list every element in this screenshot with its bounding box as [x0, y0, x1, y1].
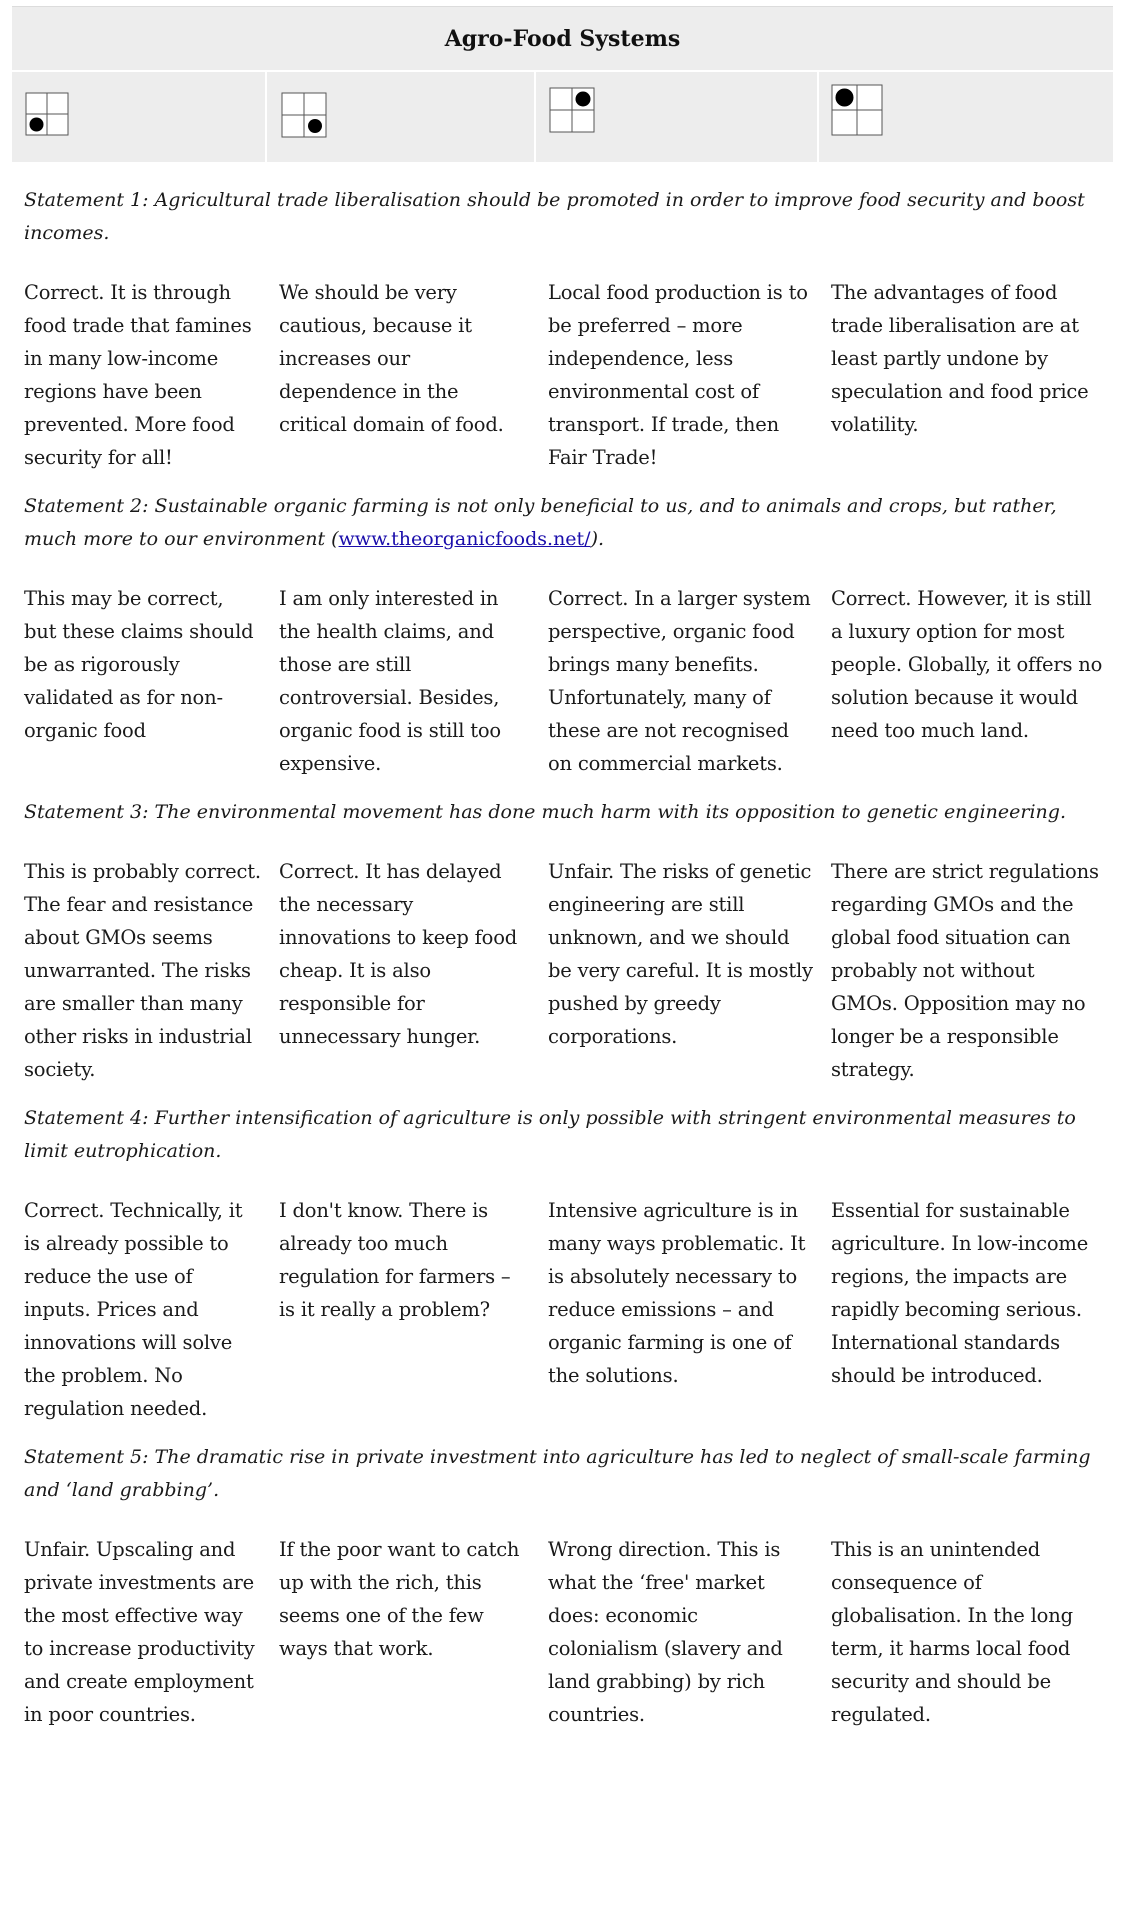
statement-text-main: Statement 2: Sustainable organic farming is not only beneficial to us, and to animals and crops, but rather, much more to our environment (: [24, 495, 1057, 550]
statement-text: Statement 3: The environmental movement has done much harm with its opposition to genetic engineering.: [24, 801, 1066, 823]
answer-cell: Local food production is to be preferred – more independence, less environmental cost of transport. If trade, then Fair Trade!: [548, 281, 808, 469]
grid-dot-bottom-right-icon: [281, 92, 327, 138]
statement-block-4: [12, 1102, 1113, 1425]
organic-foods-link[interactable]: www.theorganicfoods.net/: [338, 528, 591, 550]
answer-cell: Unfair. Upscaling and private investments are the most effective way to increase productivity and create employment in poor countries.: [24, 1538, 255, 1726]
answer-cell: The advantages of food trade liberalisation are at least partly undone by speculation and food price volatility.: [831, 281, 1089, 436]
answers-row: [12, 582, 1113, 780]
grid-dot-bottom-left-icon: [25, 92, 69, 136]
icon-cell-2: [267, 72, 536, 162]
icon-cell-1: [12, 72, 267, 162]
answer-cell: If the poor want to catch up with the rich, this seems one of the few ways that work.: [279, 1538, 520, 1660]
statement-text: Statement 1: Agricultural trade liberalisation should be promoted in order to improve food security and boost incomes.: [24, 189, 1085, 244]
answer-cell: Correct. In a larger system perspective, organic food brings many benefits. Unfortunately, many of these are not recognised on commercial markets.: [548, 587, 811, 775]
answer-cell: We should be very cautious, because it increases our dependence in the critical domain of food.: [279, 281, 504, 436]
answer-cell: There are strict regulations regarding GMOs and the global food situation can probably not without GMOs. Opposition may no longer be a responsible strategy.: [831, 860, 1099, 1081]
statement-block-1: [12, 184, 1113, 474]
answer-cell: This is probably correct. The fear and resistance about GMOs seems unwarranted. The risks are smaller than many other risks in industrial society.: [24, 860, 261, 1081]
answer-cell: Correct. However, it is still a luxury option for most people. Globally, it offers no solution because it would need too much land.: [831, 587, 1103, 742]
answer-cell: Intensive agriculture is in many ways problematic. It is absolutely necessary to reduce emissions – and organic farming is one of the solutions.: [548, 1199, 806, 1387]
answer-cell: Unfair. The risks of genetic engineering are still unknown, and we should be very careful. It is mostly pushed by greedy corporations.: [548, 860, 813, 1048]
grid-dot-top-left-icon: [831, 84, 883, 136]
answers-row: [12, 1533, 1113, 1731]
answer-cell: Wrong direction. This is what the ‘free' market does: economic colonialism (slavery and land grabbing) by rich countries.: [548, 1538, 783, 1726]
answer-cell: I don't know. There is already too much regulation for farmers – is it really a problem?: [279, 1199, 511, 1321]
answer-cell: Essential for sustainable agriculture. In low-income regions, the impacts are rapidly becoming serious. International standards should be introduced.: [831, 1199, 1089, 1387]
statement-text: [12, 490, 1113, 556]
answer-cell: Correct. It is through food trade that famines in many low-income regions have been prevented. More food security for all!: [24, 281, 252, 469]
agro-food-table: [12, 6, 1113, 1747]
statement-text: Statement 4: Further intensification of agriculture is only possible with stringent environmental measures to limit eutrophication.: [24, 1107, 1076, 1162]
statement-block-2: [12, 490, 1113, 780]
answer-cell: This is an unintended consequence of globalisation. In the long term, it harms local food security and should be regulated.: [831, 1538, 1073, 1726]
answers-row: [12, 276, 1113, 474]
icon-cell-4: [819, 72, 1113, 162]
answer-cell: Correct. It has delayed the necessary innovations to keep food cheap. It is also responsible for unnecessary hunger.: [279, 860, 518, 1048]
answer-cell: Correct. Technically, it is already possible to reduce the use of inputs. Prices and innovations will solve the problem. No regulation needed.: [24, 1199, 243, 1420]
answers-row: [12, 1194, 1113, 1425]
statement-text-after: ).: [590, 528, 605, 550]
icon-header-row: [12, 70, 1113, 162]
answers-row: [12, 855, 1113, 1086]
grid-dot-top-right-icon: [549, 87, 595, 133]
answer-cell: This may be correct, but these claims should be as rigorously validated as for non-organic food: [24, 587, 254, 742]
statement-block-3: [12, 796, 1113, 1086]
icon-cell-3: [536, 72, 819, 162]
answer-cell: I am only interested in the health claims, and those are still controversial. Besides, organic food is still too expensive.: [279, 587, 501, 775]
statement-block-5: [12, 1441, 1113, 1731]
table-title: Agro-Food Systems: [12, 6, 1113, 70]
statement-text: Statement 5: The dramatic rise in private investment into agriculture has led to neglect of small-scale farming and ‘land grabbing’.: [24, 1446, 1091, 1501]
